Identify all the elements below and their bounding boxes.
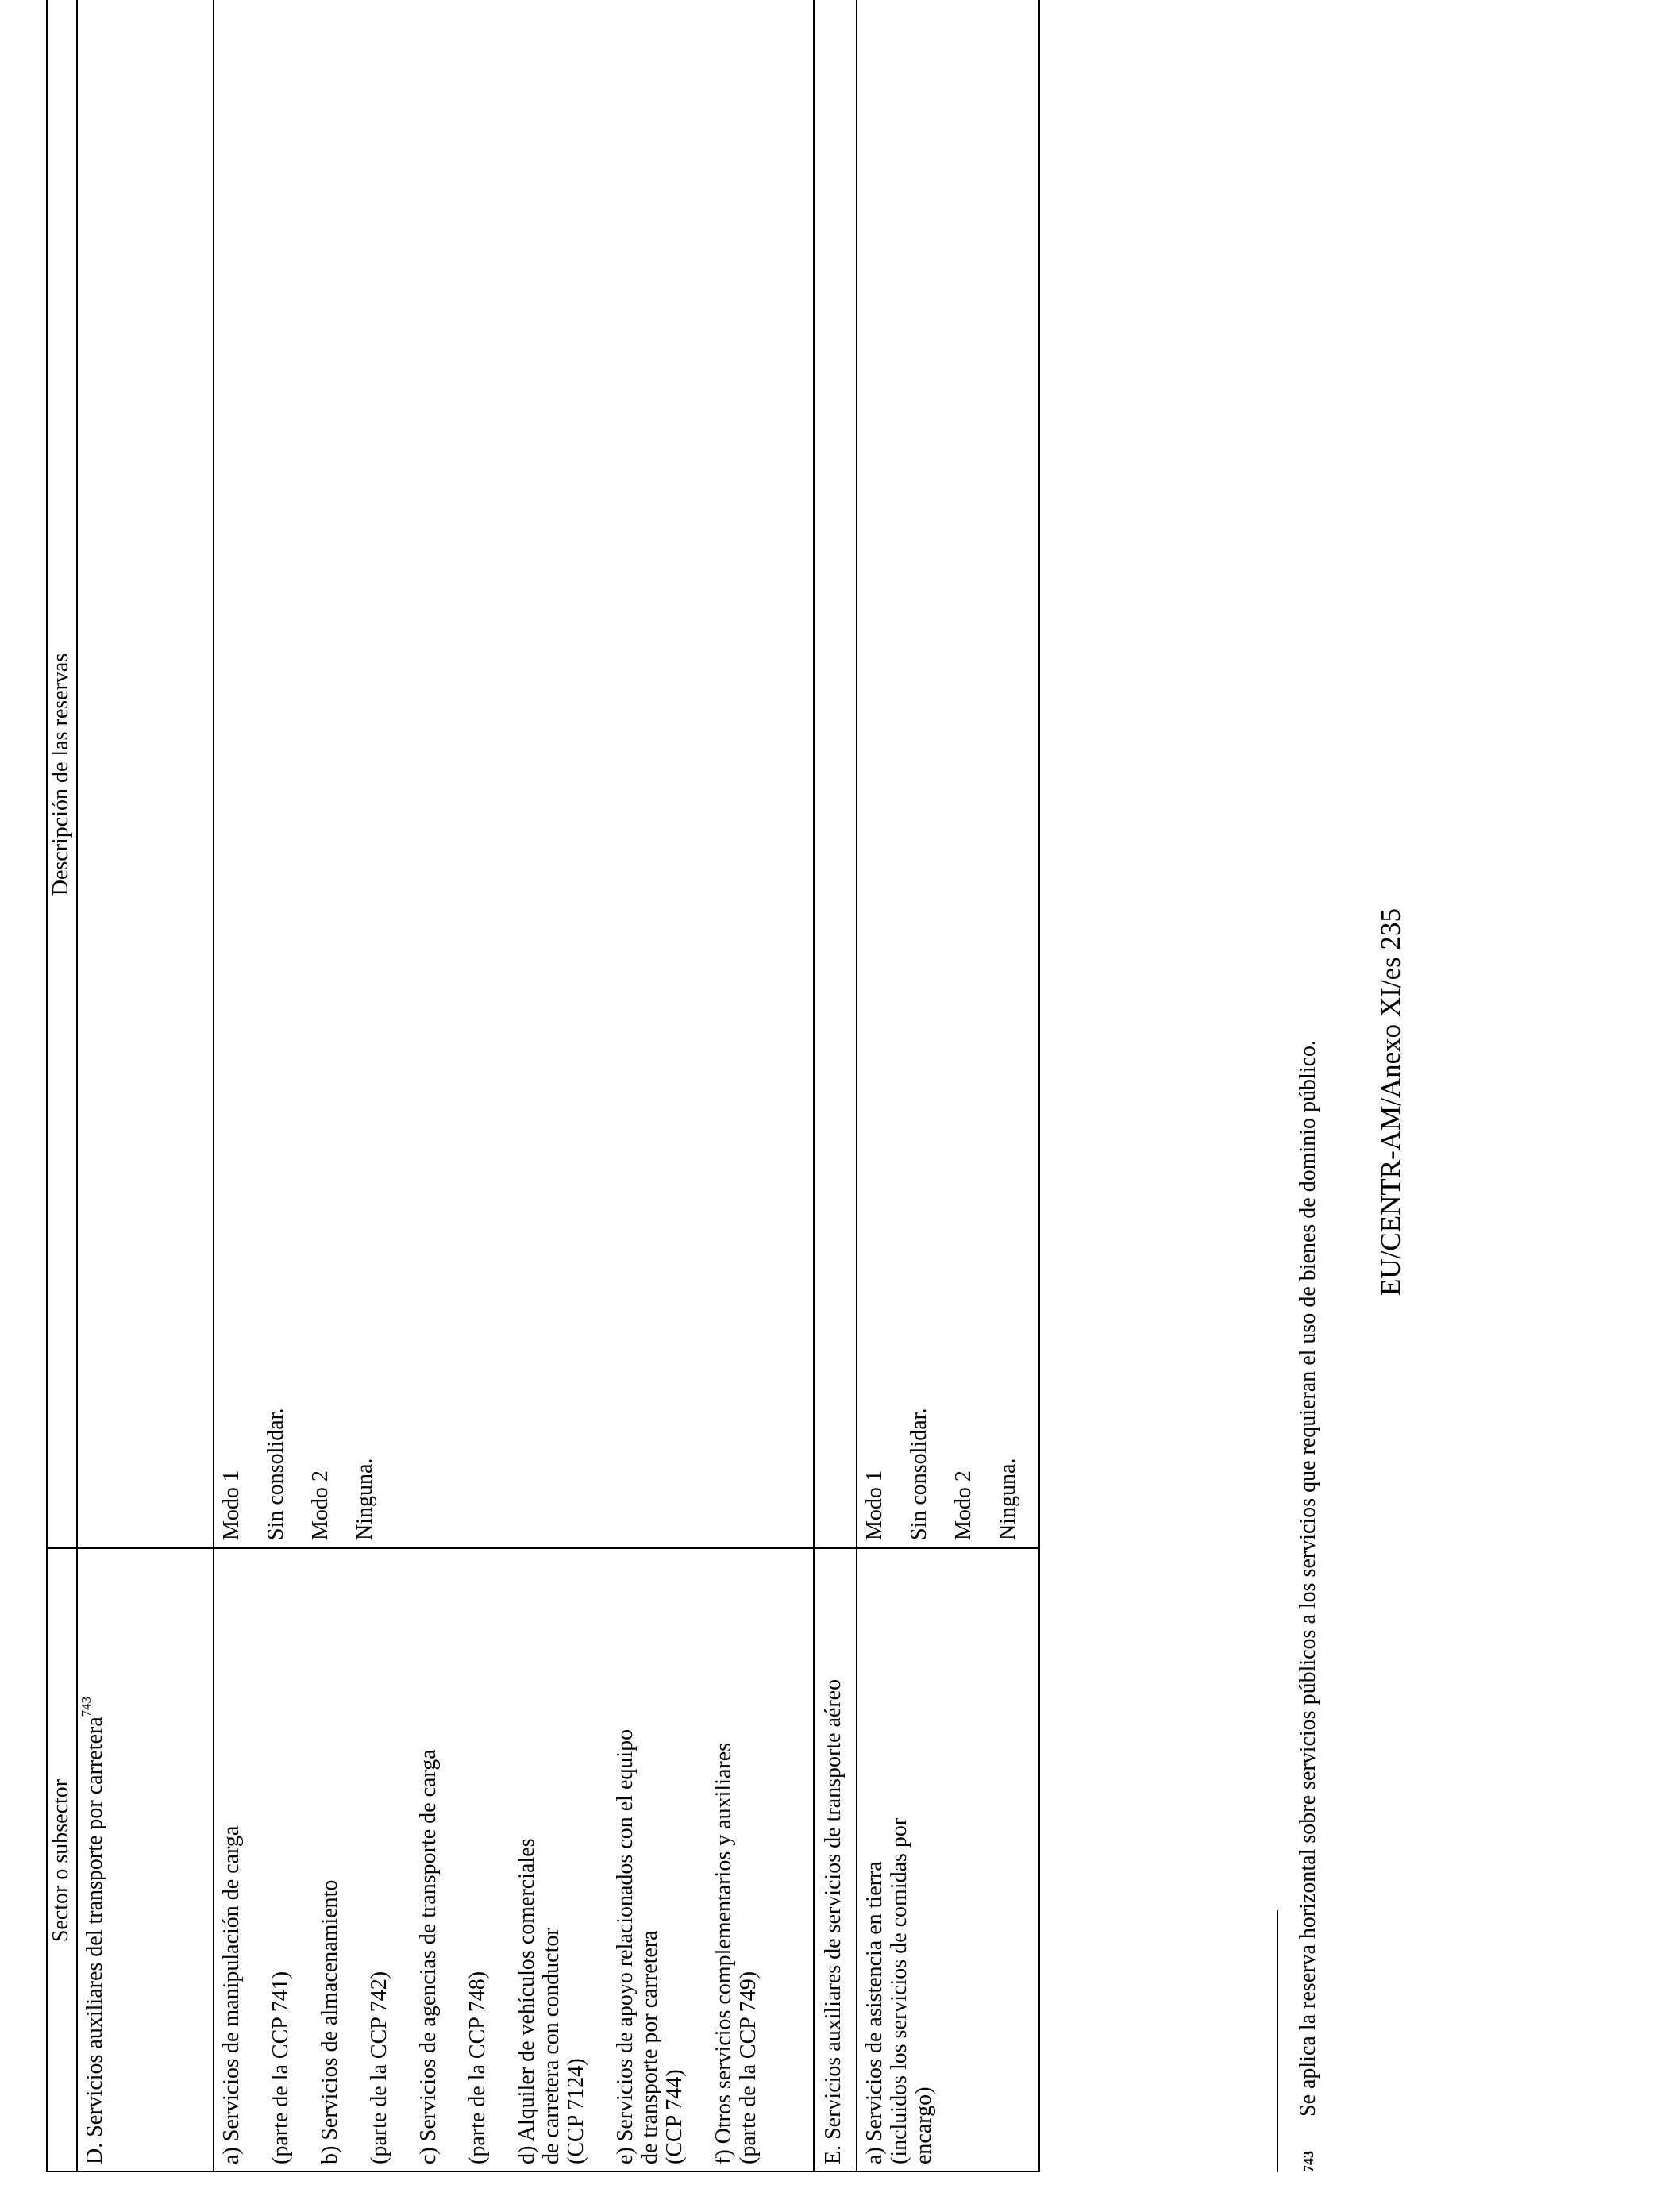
footnote-number: 743	[1300, 2151, 1316, 2172]
list-item: (CCP 744)	[662, 2069, 687, 2164]
list-item: c) Servicios de agencias de transporte de carga	[416, 1749, 441, 2164]
header-sector: Sector o subsector	[48, 1778, 73, 1943]
table-border-bottom	[1038, 0, 1040, 2172]
section-d-sector-list	[219, 1553, 761, 2164]
list-item: (parte de la CCP 742)	[367, 1971, 391, 2164]
footnote-rule	[1277, 1910, 1278, 2172]
list-item: e) Servicios de apoyo relacionados con el equipo de transporte por carretera	[613, 1728, 662, 2164]
list-item: f) Otros servicios complementarios y auxiliares	[711, 1742, 736, 2164]
list-item: b) Servicios de almacenamiento	[318, 1879, 342, 2164]
list-item: Sin consolidar.	[264, 1408, 288, 1540]
list-item: a) Servicios de manipulación de carga	[219, 1825, 244, 2164]
section-d-title-text: D. Servicios auxiliares del transporte por carretera	[83, 1717, 107, 2164]
table-border-left	[46, 2171, 1040, 2172]
footnote-text: Se aplica la reserva horizontal sobre servicios públicos a los servicios que requieran el uso de bienes de dominio público.	[1296, 1039, 1320, 2117]
list-item: (parte de la CCP 741)	[268, 1971, 293, 2164]
list-item: Sin consolidar.	[907, 1408, 931, 1540]
section-d-separator	[213, 0, 214, 2172]
header-description: Descripción de las reservas	[48, 653, 73, 896]
list-item: Modo 2	[951, 1470, 976, 1540]
section-d-description	[219, 1408, 397, 1540]
section-e-title-bottom	[856, 0, 857, 2172]
header-separator	[76, 0, 78, 2172]
list-item: d) Alquiler de vehículos comerciales de carretera con conductor	[514, 1838, 564, 2164]
section-d-title	[79, 1696, 107, 2164]
column-divider	[46, 1547, 1040, 1549]
section-e-description	[862, 1408, 1040, 1540]
page-identifier: EU/CENTR-AM/Anexo XI/es 235	[1375, 908, 1406, 1297]
list-item: Modo 1	[219, 1470, 244, 1540]
list-item: (parte de la CCP 749)	[736, 1971, 761, 2164]
section-e-title-top	[813, 0, 815, 2172]
list-item: (parte de la CCP 748)	[465, 1971, 490, 2164]
table-border-top	[46, 0, 48, 2172]
reservations-table	[46, 0, 1040, 2172]
list-item: (CCP 7124)	[564, 2058, 588, 2164]
section-e-sector: a) Servicios de asistencia en tierra (incluidos los servicios de comidas por encargo)	[862, 1817, 936, 2164]
list-item: Ninguna.	[353, 1458, 377, 1540]
footnote-ref-743: 743	[79, 1696, 94, 1717]
list-item: Modo 1	[862, 1470, 887, 1540]
list-item: Ninguna.	[996, 1458, 1020, 1540]
section-e-title: E. Servicios auxiliares de servicios de transporte aéreo	[821, 1678, 846, 2164]
list-item: Modo 2	[308, 1470, 333, 1540]
